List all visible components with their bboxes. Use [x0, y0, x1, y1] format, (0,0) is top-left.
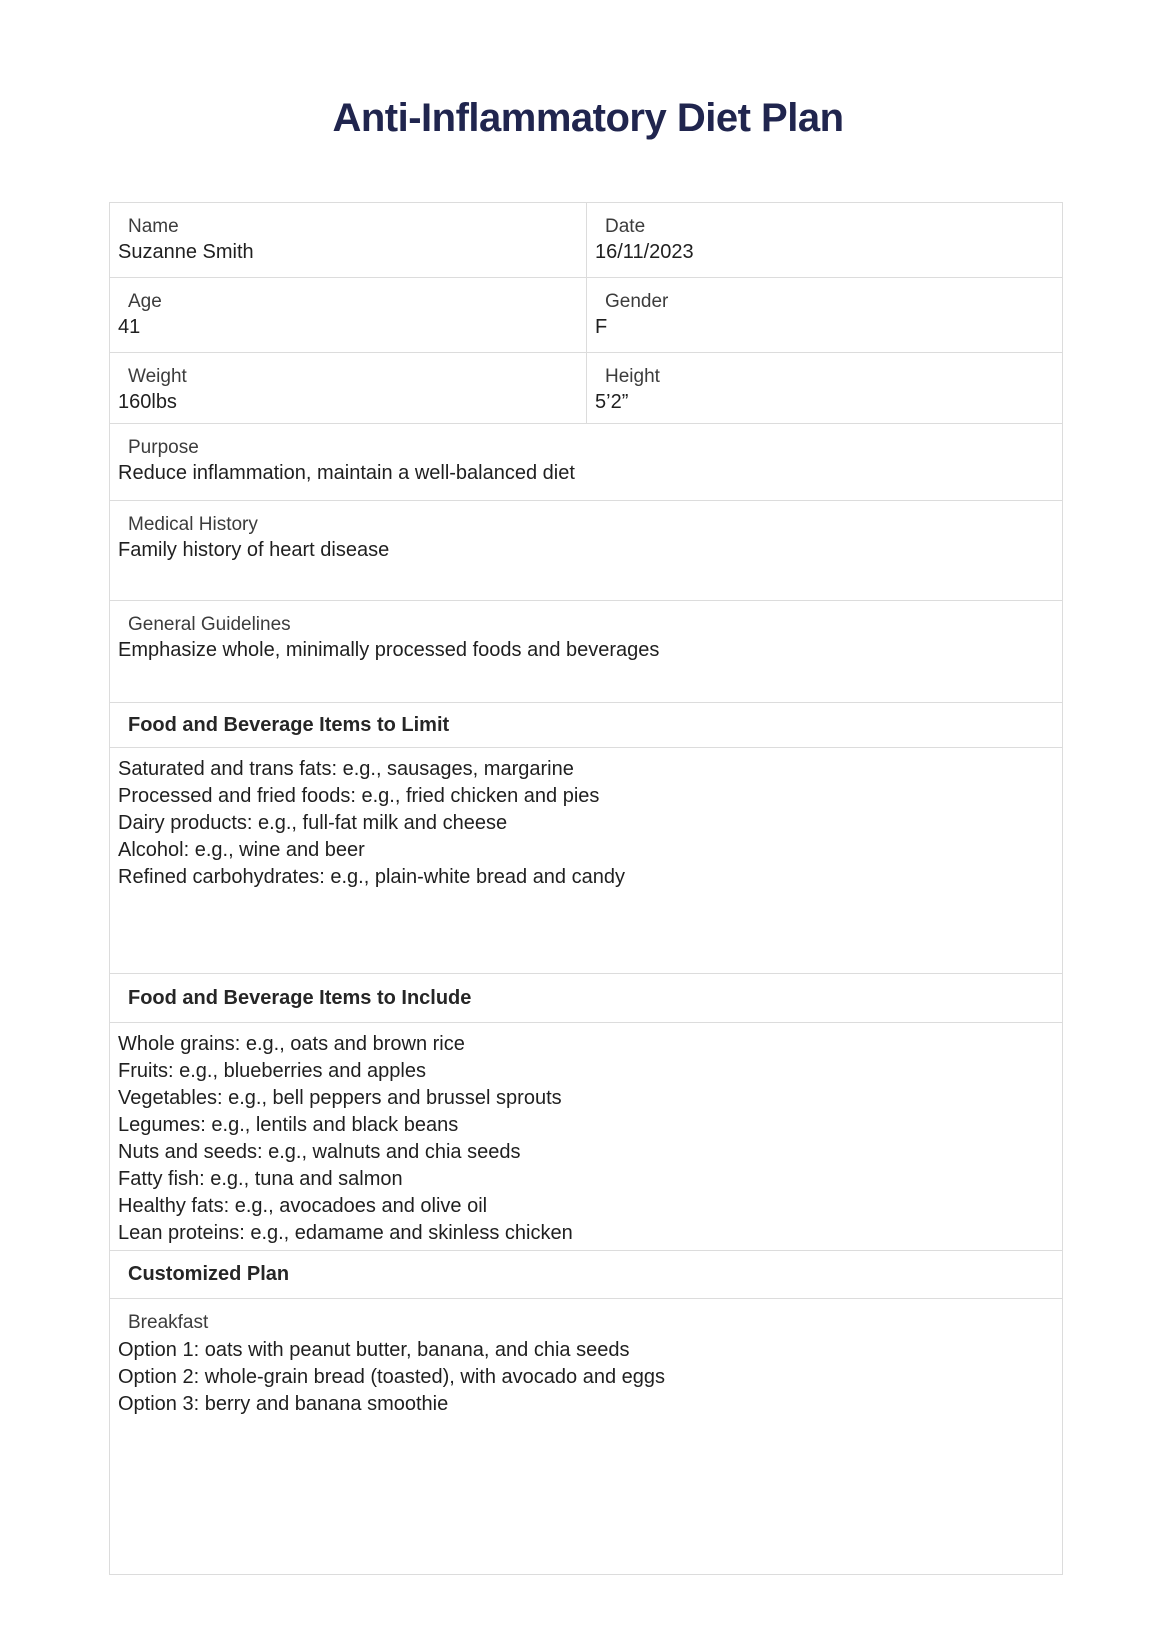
field-name [110, 203, 586, 277]
general-guidelines-label: General Guidelines [128, 614, 291, 635]
include-item: Legumes: e.g., lentils and black beans [118, 1114, 459, 1136]
include-section-header: Food and Beverage Items to Include [128, 986, 472, 1009]
row-medical-history [110, 501, 1062, 601]
purpose-value: Reduce inflammation, maintain a well-balanced diet [118, 462, 575, 484]
name-label: Name [128, 216, 179, 237]
breakfast-option: Option 1: oats with peanut butter, banana, and chia seeds [118, 1339, 630, 1361]
limit-item: Saturated and trans fats: e.g., sausages, margarine [118, 758, 574, 780]
limit-items-list [110, 748, 1062, 973]
include-item: Whole grains: e.g., oats and brown rice [118, 1033, 465, 1055]
field-general-guidelines [110, 601, 1062, 702]
field-purpose [110, 424, 1062, 500]
include-item: Nuts and seeds: e.g., walnuts and chia seeds [118, 1141, 521, 1163]
breakfast-label: Breakfast [128, 1312, 209, 1333]
limit-section-header-row [110, 703, 1062, 748]
medical-history-label: Medical History [128, 514, 258, 535]
row-general-guidelines [110, 601, 1062, 703]
height-value: 5’2” [595, 391, 629, 413]
limit-items-row [110, 748, 1062, 974]
breakfast-option: Option 2: whole-grain bread (toasted), with avocado and eggs [118, 1366, 666, 1388]
field-gender [586, 278, 1062, 352]
include-item: Healthy fats: e.g., avocadoes and olive oil [118, 1195, 488, 1217]
limit-item: Dairy products: e.g., full-fat milk and cheese [118, 812, 508, 834]
purpose-label: Purpose [128, 437, 199, 458]
breakfast-row [110, 1299, 1062, 1574]
gender-value: F [595, 316, 608, 338]
include-items-row [110, 1023, 1062, 1251]
general-guidelines-value: Emphasize whole, minimally processed foods and beverages [118, 639, 660, 661]
field-medical-history [110, 501, 1062, 600]
field-age [110, 278, 586, 352]
diet-plan-form [109, 202, 1063, 1575]
row-name-date [110, 203, 1062, 278]
customized-plan-header-row [110, 1251, 1062, 1299]
row-weight-height [110, 353, 1062, 424]
weight-label: Weight [128, 366, 187, 387]
include-item: Fruits: e.g., blueberries and apples [118, 1060, 426, 1082]
include-item: Lean proteins: e.g., edamame and skinless chicken [118, 1222, 573, 1244]
weight-value: 160lbs [118, 391, 177, 413]
include-section-header-row [110, 974, 1062, 1023]
medical-history-value: Family history of heart disease [118, 539, 390, 561]
limit-section-header: Food and Beverage Items to Limit [128, 713, 450, 736]
field-date [586, 203, 1062, 277]
breakfast-option: Option 3: berry and banana smoothie [118, 1393, 449, 1415]
customized-plan-header: Customized Plan [128, 1263, 290, 1285]
page-title: Anti-Inflammatory Diet Plan [332, 96, 844, 140]
breakfast-block [110, 1299, 1062, 1574]
row-age-gender [110, 278, 1062, 353]
field-height [586, 353, 1062, 423]
age-value: 41 [118, 316, 141, 338]
row-purpose [110, 424, 1062, 501]
field-weight [110, 353, 586, 423]
date-value: 16/11/2023 [595, 241, 694, 263]
include-items-list [110, 1023, 1062, 1250]
limit-item: Alcohol: e.g., wine and beer [118, 839, 365, 861]
limit-item: Refined carbohydrates: e.g., plain-white bread and candy [118, 866, 625, 888]
height-label: Height [605, 366, 660, 387]
name-value: Suzanne Smith [118, 241, 254, 263]
age-label: Age [128, 291, 162, 312]
limit-item: Processed and fried foods: e.g., fried chicken and pies [118, 785, 600, 807]
include-item: Fatty fish: e.g., tuna and salmon [118, 1168, 403, 1190]
date-label: Date [605, 216, 646, 237]
gender-label: Gender [605, 291, 669, 312]
include-item: Vegetables: e.g., bell peppers and brussel sprouts [118, 1087, 562, 1109]
